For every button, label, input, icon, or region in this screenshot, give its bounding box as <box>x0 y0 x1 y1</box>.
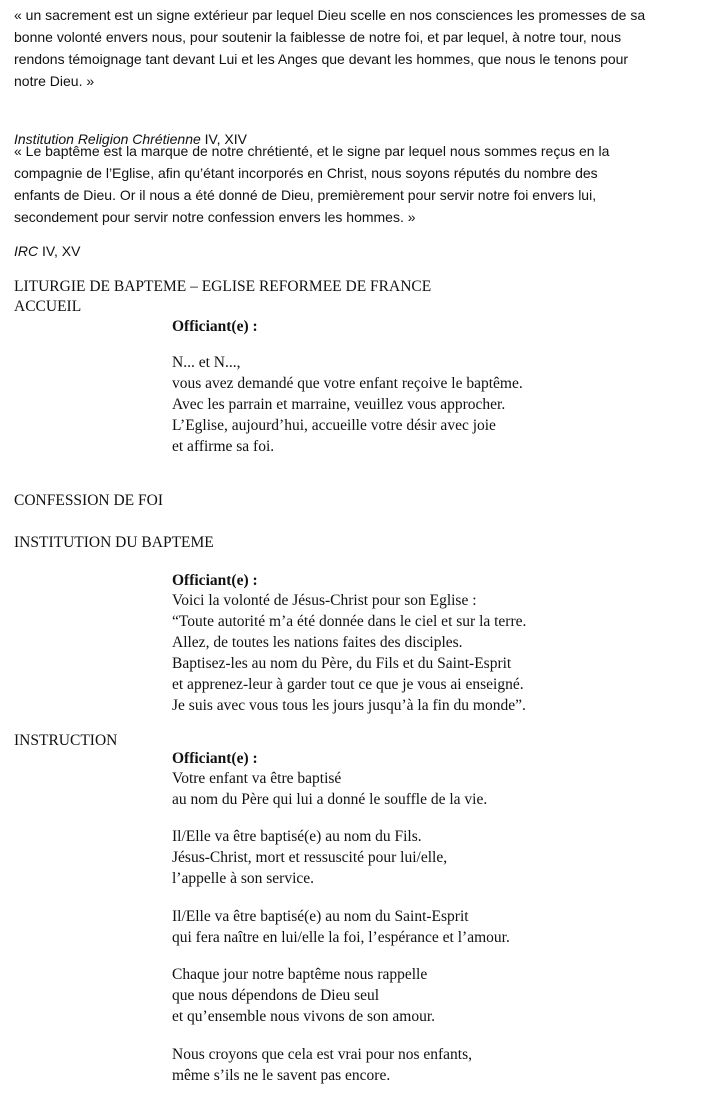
calvin-quote-sacrament <box>14 4 704 92</box>
instruction-stanza <box>172 1044 472 1086</box>
liturgy-line: Votre enfant va être baptisé <box>172 770 342 787</box>
citation-reference: IV, XV <box>38 243 81 259</box>
liturgy-line: Allez, de toutes les nations faites des disciples. <box>172 634 463 651</box>
liturgy-line: N... et N..., <box>172 354 241 371</box>
liturgy-line: et qu’ensemble nous vivons de son amour. <box>172 1008 436 1025</box>
speaker-officiant: Officiant(e) : <box>172 318 258 335</box>
liturgy-line: et affirme sa foi. <box>172 438 275 455</box>
liturgy-line: l’appelle à son service. <box>172 870 315 887</box>
quote-line: secondement pour servir notre confession envers les hommes. » <box>14 209 416 225</box>
instruction-stanza <box>172 768 487 810</box>
accueil-text <box>172 352 523 457</box>
liturgy-line: que nous dépendons de Dieu seul <box>172 987 380 1004</box>
quote-line: enfants de Dieu. Or il nous a été donné de Dieu, premièrement pour servir notre foi envers lui, <box>14 187 597 203</box>
institution-text <box>172 590 526 716</box>
quote-line: rendons témoignage tant devant Lui et les Anges que devant les hommes, que nous le tenons pour <box>14 51 629 67</box>
liturgy-line: vous avez demandé que votre enfant reçoive le baptême. <box>172 375 523 392</box>
citation-irc-iv-xv <box>14 240 80 262</box>
speaker-officiant: Officiant(e) : <box>172 750 258 767</box>
liturgy-line: au nom du Père qui lui a donné le souffle de la vie. <box>172 791 488 808</box>
instruction-stanza <box>172 964 435 1027</box>
quote-line: notre Dieu. » <box>14 73 95 89</box>
speaker-officiant: Officiant(e) : <box>172 572 258 589</box>
liturgy-line: Je suis avec vous tous les jours jusqu’à la fin du monde”. <box>172 697 526 714</box>
liturgy-line: Chaque jour notre baptême nous rappelle <box>172 966 428 983</box>
liturgy-line: Il/Elle va être baptisé(e) au nom du Saint-Esprit <box>172 908 469 925</box>
liturgy-line: Il/Elle va être baptisé(e) au nom du Fils. <box>172 828 422 845</box>
liturgy-line: “Toute autorité m’a été donnée dans le ciel et sur la terre. <box>172 613 527 630</box>
quote-line: « Le baptême est la marque de notre chrétienté, et le signe par lequel nous sommes reçus en la <box>14 143 610 159</box>
citation-title: IRC <box>14 243 39 259</box>
liturgy-line: qui fera naître en lui/elle la foi, l’espérance et l’amour. <box>172 929 510 946</box>
liturgy-line: Baptisez-les au nom du Père, du Fils et du Saint-Esprit <box>172 655 512 672</box>
liturgy-line: L’Eglise, aujourd’hui, accueille votre désir avec joie <box>172 417 496 434</box>
liturgy-line: et apprenez-leur à garder tout ce que je vous ai enseigné. <box>172 676 524 693</box>
liturgy-line: Voici la volonté de Jésus-Christ pour son Eglise : <box>172 592 477 609</box>
liturgy-line: Nous croyons que cela est vrai pour nos enfants, <box>172 1046 473 1063</box>
liturgy-line: Avec les parrain et marraine, veuillez vous approcher. <box>172 396 506 413</box>
quote-line: compagnie de l’Eglise, afin qu’étant incorporés en Christ, nous soyons réputés du nombre des <box>14 165 598 181</box>
calvin-quote-baptism <box>14 140 704 228</box>
section-heading-instruction: INSTRUCTION <box>14 732 118 749</box>
quote-line: bonne volonté envers nous, pour soutenir la faiblesse de notre foi, et par lequel, à notre tour, nous <box>14 29 622 45</box>
instruction-stanza <box>172 906 510 948</box>
section-heading-institution: INSTITUTION DU BAPTEME <box>14 534 214 551</box>
quote-line: « un sacrement est un signe extérieur par lequel Dieu scelle en nos consciences les promesses de sa <box>14 7 646 23</box>
liturgy-line: Jésus-Christ, mort et ressuscité pour lui/elle, <box>172 849 448 866</box>
citation-reference: IV, XIV <box>200 131 247 147</box>
section-heading-accueil: ACCUEIL <box>14 298 82 315</box>
liturgy-title: LITURGIE DE BAPTEME – EGLISE REFORMEE DE FRANCE <box>14 278 432 295</box>
instruction-stanza <box>172 826 447 889</box>
liturgy-line: même s’ils ne le savent pas encore. <box>172 1067 391 1084</box>
citation-title: Institution Religion Chrétienne <box>14 131 201 147</box>
section-heading-confession: CONFESSION DE FOI <box>14 492 163 509</box>
